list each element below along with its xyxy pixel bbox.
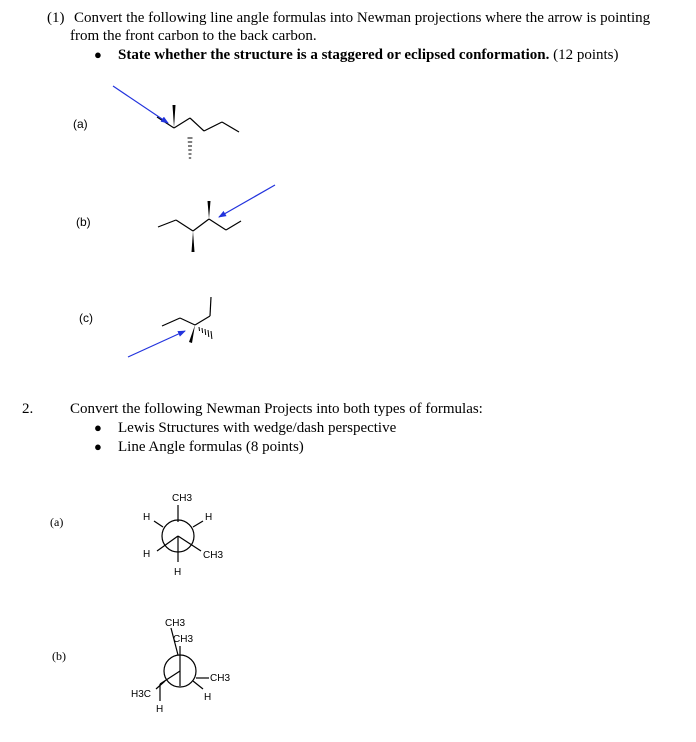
q1c-line-angle-structure xyxy=(162,297,212,343)
q2-number: 2. xyxy=(22,401,34,417)
q2-bullet-dot-2: ● xyxy=(94,439,102,454)
q1b-arrow xyxy=(219,185,275,217)
q2-bullet-2: Line Angle formulas (8 points) xyxy=(118,439,304,455)
q2-part-b-label: (b) xyxy=(52,649,66,663)
q2-bullet-dot-1: ● xyxy=(94,420,102,435)
q2b-lower-right-label: H xyxy=(204,692,212,703)
q1c-arrow xyxy=(128,331,185,357)
q1-part-b-label: (b) xyxy=(76,215,91,229)
q1b-wedge-up xyxy=(208,201,211,219)
q2b-top-outer-label: CH3 xyxy=(165,618,186,629)
q2b-bottom-label: H xyxy=(156,704,164,715)
q2-bullet-1: Lewis Structures with wedge/dash perspective xyxy=(118,420,397,436)
q1-bullet-dot: ● xyxy=(94,47,102,62)
q1-number: (1) xyxy=(47,10,65,26)
q2b-right-label: CH3 xyxy=(210,673,231,684)
q1-bullet-bold: State whether the structure is a staggered or eclipsed conformation. xyxy=(118,47,550,63)
q2a-upper-left-label: H xyxy=(143,512,151,523)
q1a-wedge xyxy=(173,105,176,128)
q1b-line-angle-structure xyxy=(158,201,241,252)
q1-bullet-points: (12 points) xyxy=(553,47,619,63)
q2a-bottom-label: H xyxy=(174,567,182,578)
q2b-lower-left-label: H3C xyxy=(131,689,152,700)
q2a-upper-right-label: H xyxy=(205,512,213,523)
q2a-top-label: CH3 xyxy=(172,493,193,504)
q1-instruction-line2: from the front carbon to the back carbon. xyxy=(70,28,317,44)
q1a-hash-bond xyxy=(188,138,193,158)
q2a-newman-projection xyxy=(143,493,223,578)
q2b-top-inner-label: CH3 xyxy=(173,634,194,645)
q1a-line-angle-structure xyxy=(157,105,239,158)
q1-part-a-label: (a) xyxy=(73,117,88,131)
q2b-newman-projection xyxy=(131,618,230,715)
q1b-wedge-down xyxy=(192,231,195,252)
q1-instruction-line1: Convert the following line angle formulas into Newman projections where the arrow is pointing xyxy=(74,10,651,26)
q2a-lower-right-label: CH3 xyxy=(203,550,224,561)
q1a-arrow xyxy=(113,86,168,123)
q2a-lower-left-label: H xyxy=(143,549,151,560)
q2-part-a-label: (a) xyxy=(50,515,64,529)
q1-part-c-label: (c) xyxy=(79,311,93,325)
q2-instruction: Convert the following Newman Projects into both types of formulas: xyxy=(70,401,483,417)
q1c-wedge xyxy=(189,325,195,343)
q1c-hash-bond xyxy=(199,327,212,339)
